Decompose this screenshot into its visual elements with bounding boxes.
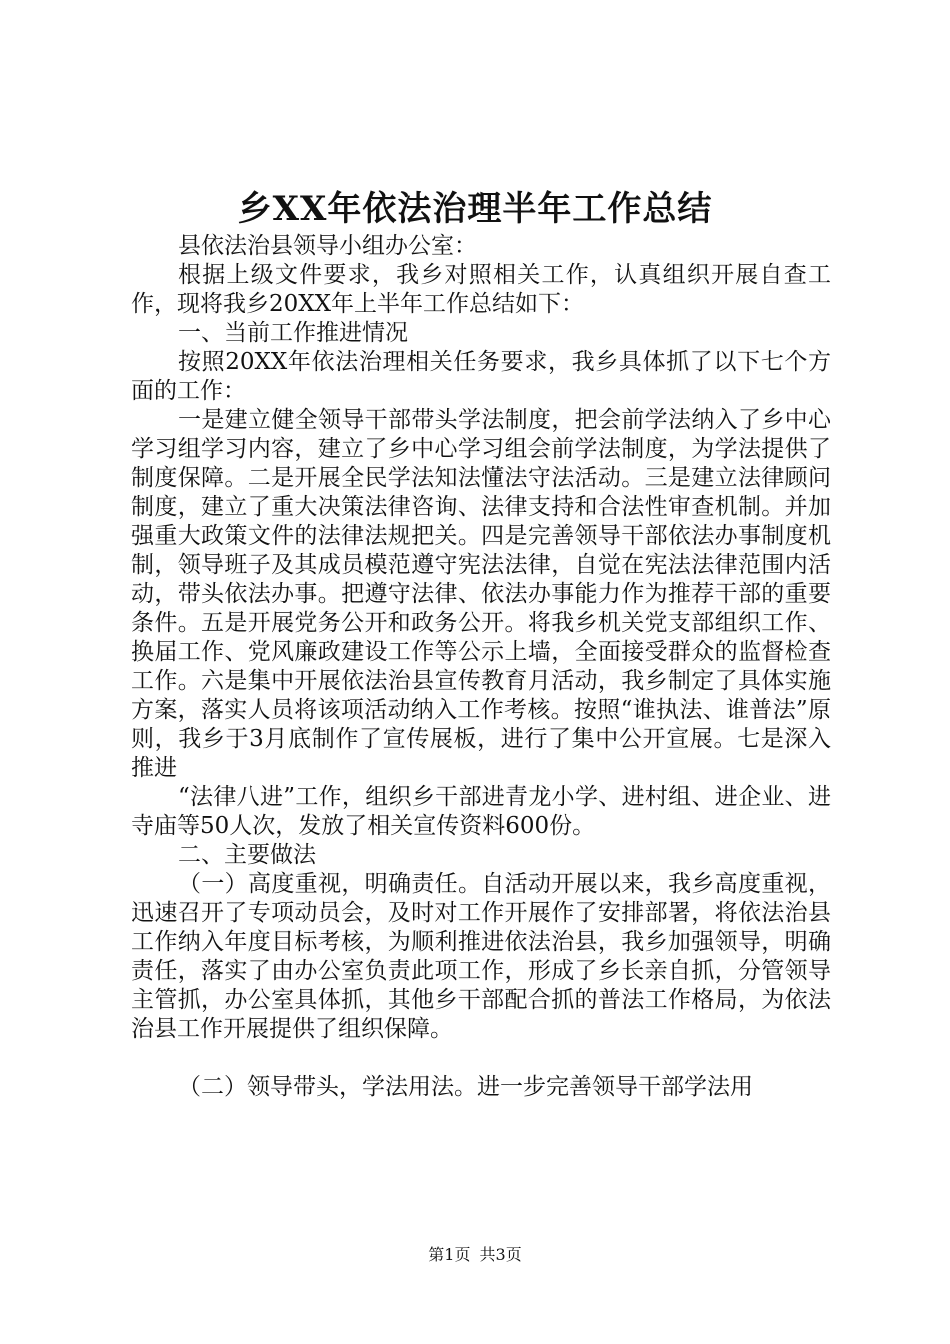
page-number: 第1页 xyxy=(428,1245,471,1264)
salutation: 县依法治县领导小组办公室： xyxy=(178,233,477,259)
section-heading-1: 一、当前工作推进情况 xyxy=(178,320,408,346)
paragraph-law-eight: “法律八进”工作，组织乡干部进青龙小学、进村组、进企业、进寺庙等50人次，发放了相关宣传资料600份。 xyxy=(131,784,831,839)
paragraph-method-2: （二）领导带头，学法用法。进一步完善领导干部学法用 xyxy=(178,1074,753,1100)
page-total: 共3页 xyxy=(479,1245,522,1264)
paragraph-seven-items: 一是建立健全领导干部带头学法制度，把会前学法纳入了乡中心学习组学习内容，建立了乡中心学习组会前学法制度，为学法提供了制度保障。二是开展全民学法知法懂法守法活动。三是建立法律顾问制度，建立了重大决策法律咨询、法律支持和合法性审查机制。并加强重大政策文件的法律法规把关。四是完善领导干部依法办事制度机制，领导班子及其成员模范遵守宪法法律，自觉在宪法法律范围内活动，带头依法办事。把遵守法律、依法办事能力作为推荐干部的重要条件。五是开展党务公开和政务公开。将我乡机关党支部组织工作、换届工作、党风廉政建设工作等公示上墙，全面接受群众的监督检查工作。六是集中开展依法治县宣传教育月活动，我乡制定了具体实施方案，落实人员将该项活动纳入工作考核。按照“谁执法、谁普法”原则，我乡于3月底制作了宣传展板，进行了集中公开宣展。七是深入推进 xyxy=(131,407,831,781)
document-body xyxy=(131,232,831,1102)
paragraph-overview: 按照20XX年依法治理相关任务要求，我乡具体抓了以下七个方面的工作： xyxy=(131,349,831,404)
paragraph-intro: 根据上级文件要求，我乡对照相关工作，认真组织开展自查工作，现将我乡20XX年上半年工作总结如下： xyxy=(131,262,831,317)
page-footer xyxy=(0,1244,950,1266)
paragraph-method-1: （一）高度重视，明确责任。自活动开展以来，我乡高度重视，迅速召开了专项动员会，及时对工作开展作了安排部署，将依法治县工作纳入年度目标考核，为顺利推进依法治县，我乡加强领导，明确责任，落实了由办公室负责此项工作，形成了乡长亲自抓，分管领导主管抓，办公室具体抓，其他乡干部配合抓的普法工作格局，为依法治县工作开展提供了组织保障。 xyxy=(131,871,831,1042)
document-title: 乡XX年依法治理半年工作总结 xyxy=(237,189,713,229)
section-heading-2: 二、主要做法 xyxy=(178,842,316,868)
